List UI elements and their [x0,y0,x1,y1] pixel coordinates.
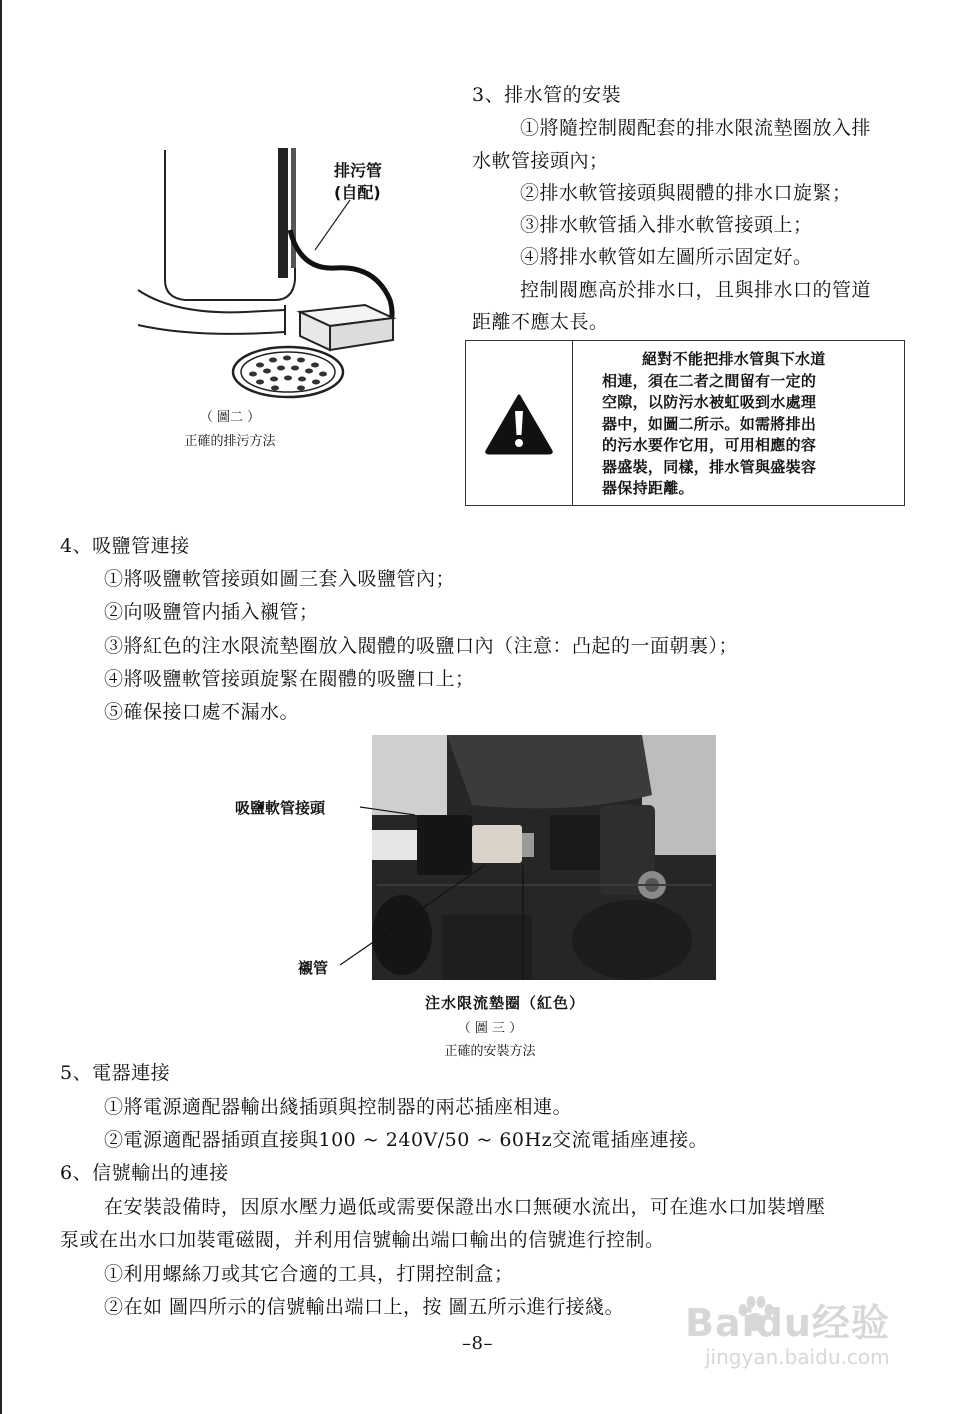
warning-line-6: 器盛裝，同樣，排水管與盛裝容 [602,457,817,476]
section4-line-4: ④將吸鹽軟管接頭旋緊在閥體的吸鹽口上； [104,668,475,690]
section6-line-3: ①利用螺絲刀或其它合適的工具，打開控制盒； [104,1263,514,1285]
figure3-label-connector: 吸鹽軟管接頭 [235,799,326,817]
figure3-label-washer: 注水限流墊圈（紅色） [425,994,586,1012]
warning-text [602,349,898,500]
figure3-label-liner: 襯管 [298,959,329,977]
section3-line-3: ②排水軟管接頭與閥體的排水口旋緊； [520,182,852,204]
section4-line-5: ⑤確保接口處不漏水。 [104,701,300,723]
section4-line-1: ①將吸鹽軟管接頭如圖三套入吸鹽管內； [104,568,456,590]
section5-line-1: ①將電源適配器輸出綫插頭與控制器的兩芯插座相連。 [104,1096,573,1118]
section3-line-2: 水軟管接頭內； [472,150,609,172]
section6-line-4: ②在如 圖四所示的信號輸出端口上，按 圖五所示進行接綫。 [104,1296,625,1318]
warning-line-5: 的污水要作它用，可用相應的容 [602,436,817,454]
figure2-label-line2: (自配) [334,183,381,202]
warning-triangle-icon [484,393,554,455]
figure2-caption-title: 正確的排污方法 [184,434,276,449]
figure3-caption-title: 正確的安裝方法 [444,1044,536,1059]
section3-heading: 3、排水管的安裝 [472,84,622,106]
figure2-caption-number: （ 圖二 ） [199,410,261,425]
section3-line-5: ④將排水軟管如左圖所示固定好。 [520,246,813,268]
warning-line-7: 器保持距離。 [602,479,694,497]
warning-box [465,340,905,506]
page-number: –8– [462,1333,493,1354]
section4-line-3: ③將紅色的注水限流墊圈放入閥體的吸鹽口內（注意：凸起的一面朝裏）； [104,635,739,657]
watermark-brand: Baidu经验 [685,1301,890,1345]
section4-line-2: ②向吸鹽管内插入襯管； [104,601,319,623]
figure3-caption-number: （ 圖 三 ） [457,1021,523,1036]
watermark-url: jingyan.baidu.com [705,1345,890,1369]
warning-line-4: 器中，如圖二所示。如需將排出 [602,414,817,433]
warning-icon-cell [466,341,573,505]
section3-line-6: 控制閥應高於排水口，且與排水口的管道 [520,279,872,301]
warning-line-3: 空隙，以防污水被虹吸到水處理 [602,393,817,411]
section6-line-1: 在安裝設備時，因原水壓力過低或需要保證出水口無硬水流出，可在進水口加裝增壓 [104,1196,826,1218]
section3-line-4: ③排水軟管插入排水軟管接頭上； [520,214,813,236]
warning-line-1: 絕對不能把排水管與下水道 [642,350,826,368]
section6-heading: 6、信號輸出的連接 [60,1162,229,1184]
section6-line-2: 泵或在出水口加裝電磁閥，并利用信號輸出端口輸出的信號進行控制。 [60,1229,665,1251]
section4-heading: 4、吸鹽管連接 [60,535,190,557]
section3-line-1: ①將隨控制閥配套的排水限流墊圈放入排 [520,117,872,139]
page-left-border [0,0,2,1414]
section5-heading: 5、電器連接 [60,1062,171,1084]
section3-line-7: 距離不應太長。 [472,311,609,333]
section5-line-2: ②電源適配器插頭直接與100 ~ 240V/50 ~ 60Hz交流電插座連接。 [104,1129,709,1151]
figure2-label-line1: 排污管 [334,161,383,180]
warning-line-2: 相連，須在二者之間留有一定的 [602,371,817,390]
